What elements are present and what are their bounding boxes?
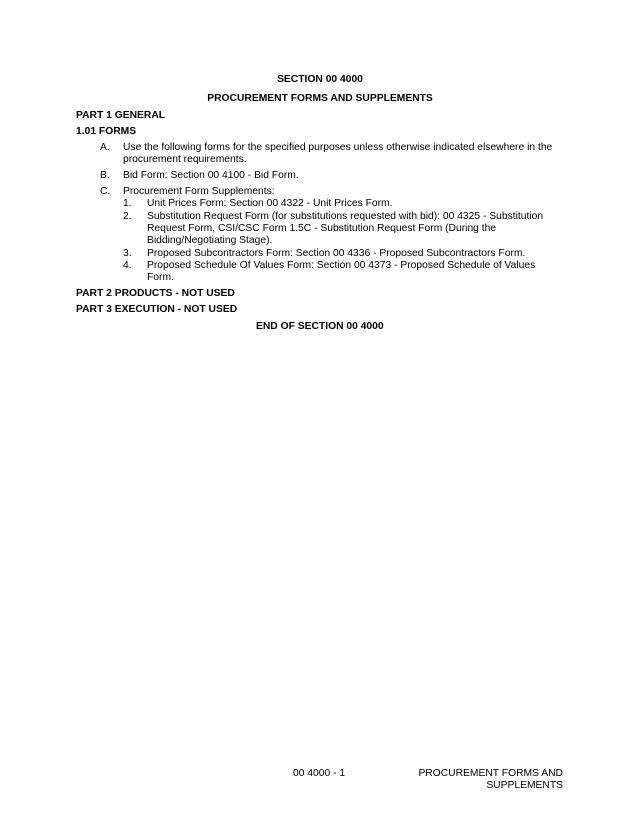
list-item-label: B. [100,170,110,181]
list-item-text: Bid Form: Section 00 4100 - Bid Form. [123,170,299,181]
footer-title-line: SUPPLEMENTS [486,780,563,791]
list-item-label: C. [100,186,111,197]
list-item-text: Procurement Form Supplements: [123,186,275,197]
sub-list-item-label: 1. [123,198,132,209]
footer-title-line: PROCUREMENT FORMS AND [418,768,563,779]
sub-list-item-label: 4. [123,260,132,271]
list-item-label: A. [100,142,110,153]
sub-list-item-text: Proposed Subcontractors Form: Section 00 4336 - Proposed Subcontractors Form. [147,248,526,259]
sub-list-item-text: Bidding/Negotiating Stage). [147,235,273,246]
part2-heading: PART 2 PRODUCTS - NOT USED [76,288,235,299]
list-item-text: procurement requirements. [123,154,247,165]
sub-list-item-text: Proposed Schedule Of Values Form: Section 00 4373 - Proposed Schedule of Values [147,260,536,271]
sub-list-item-label: 3. [123,248,132,259]
part1-heading: PART 1 GENERAL [76,110,166,121]
sub-list-item-text: Unit Prices Form: Section 00 4322 - Unit Prices Form. [147,198,393,209]
end-of-section: END OF SECTION 00 4000 [256,321,384,332]
sub-list-item-text: Form. [147,272,174,283]
section-subtitle: PROCUREMENT FORMS AND SUPPLEMENTS [207,93,433,104]
list-item-text: Use the following forms for the specified purposes unless otherwise indicated elsewhere in the [123,142,553,153]
article-heading: 1.01 FORMS [76,126,137,137]
footer-title [380,768,563,792]
section-title: SECTION 00 4000 [277,74,363,85]
sub-list-item-text: Substitution Request Form (for substitutions requested with bid): 00 4325 - Substitution [147,211,544,222]
footer-page-number: 00 4000 - 1 [293,768,346,779]
sub-list-item-text: Request Form, CSI/CSC Form 1.5C - Substitution Request Form (During the [147,223,497,234]
sub-list-item-label: 2. [123,211,132,222]
part3-heading: PART 3 EXECUTION - NOT USED [76,304,238,315]
